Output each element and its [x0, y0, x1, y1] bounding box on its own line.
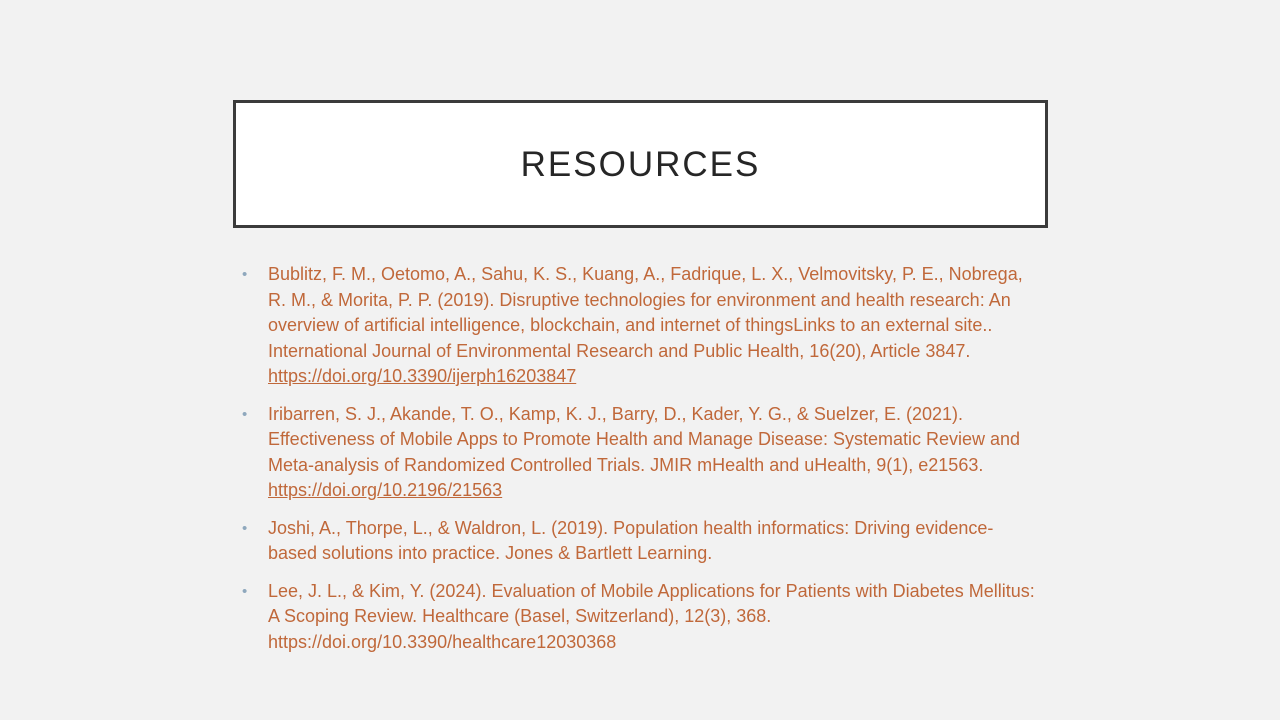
reference-item: [242, 402, 1042, 504]
slide-title: RESOURCES: [520, 145, 761, 184]
reference-text: Joshi, A., Thorpe, L., & Waldron, L. (2019). Population health informatics: Driving evidence-based solutions into practice. Jones & Bartlett Learning.: [268, 517, 994, 563]
reference-item: [242, 579, 1042, 656]
reference-list: [242, 262, 1042, 667]
bullet-icon: •: [242, 266, 248, 283]
title-box: [233, 100, 1048, 228]
reference-doi-link[interactable]: https://doi.org/10.2196/21563: [268, 480, 503, 500]
reference-item: [242, 516, 1042, 567]
reference-text: Lee, J. L., & Kim, Y. (2024). Evaluation of Mobile Applications for Patients with Diabetes Mellitus: A Scoping Review. Healthcare (Basel, Switzerland), 12(3), 368. https://doi.org/10.3390/healthcare12030368: [268, 580, 1035, 652]
reference-text: Bublitz, F. M., Oetomo, A., Sahu, K. S., Kuang, A., Fadrique, L. X., Velmovitsky, P. E., Nobrega, R. M., & Morita, P. P. (2019). Disruptive technologies for environment and health research: An overview of artificial intelligence, blockchain, and internet of thingsLinks to an external site.. International Journal of Environmental Research and Public Health, 16(20), Article 3847.: [268, 264, 1023, 361]
bullet-icon: •: [242, 405, 248, 423]
reference-text: Iribarren, S. J., Akande, T. O., Kamp, K. J., Barry, D., Kader, Y. G., & Suelzer, E. (2021). Effectiveness of Mobile Apps to Promote Health and Manage Disease: Systematic Review and Meta-analysis of Randomized Controlled Trials. JMIR mHealth and uHealth, 9(1), e21563.: [268, 403, 1021, 475]
bullet-icon: •: [242, 582, 248, 600]
bullet-icon: •: [242, 519, 248, 537]
reference-doi-link[interactable]: https://doi.org/10.3390/ijerph16203847: [268, 366, 577, 386]
reference-item: [242, 262, 1042, 390]
